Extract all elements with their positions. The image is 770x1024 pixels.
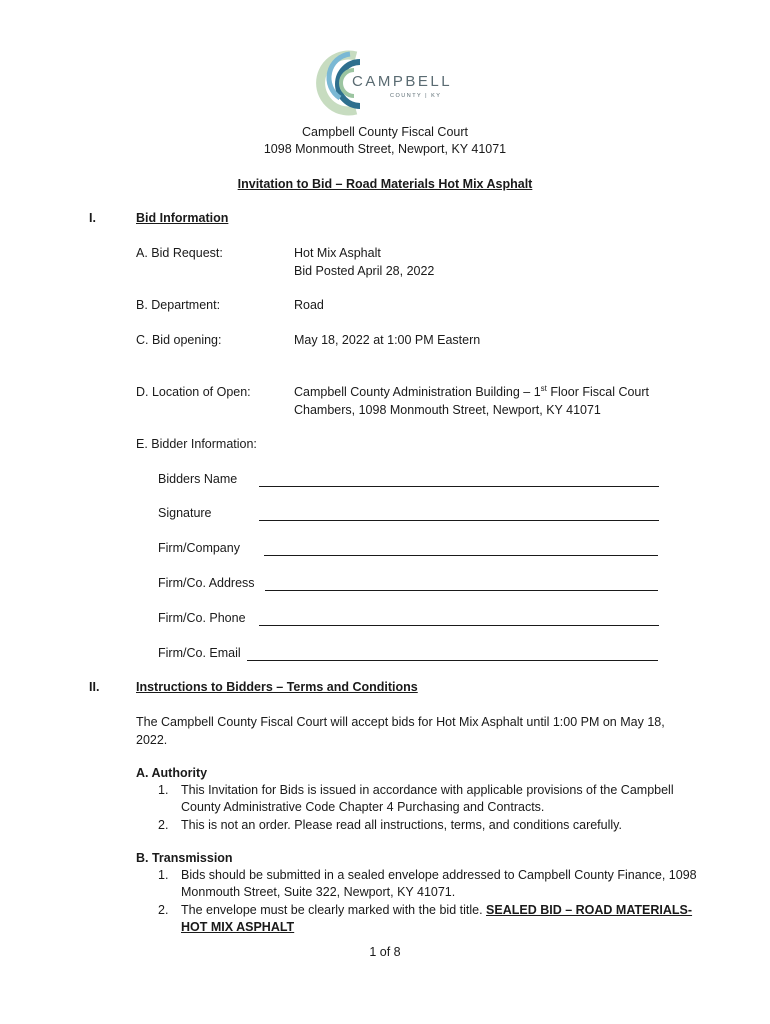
bidders-name-field[interactable] [259,486,659,487]
section-2-heading: Instructions to Bidders – Terms and Conditions [136,680,418,694]
page-number: 1 of 8 [369,945,401,959]
org-name: Campbell County Fiscal Court [301,125,469,139]
section-1-number: I. [89,211,96,225]
bid-opening-label: C. Bid opening: [136,333,222,347]
bid-request-label: A. Bid Request: [136,246,223,260]
org-address: 1098 Monmouth Street, Newport, KY 41071 [263,142,507,156]
authority-heading: A. Authority [136,766,208,780]
bid-posted-value: Bid Posted April 28, 2022 [294,264,435,278]
authority-item-1-line-2: County Administrative Code Chapter 4 Purchasing and Contracts. [181,800,545,814]
bidders-name-label: Bidders Name [158,472,238,486]
bidder-info-heading: E. Bidder Information: [136,437,257,451]
transmission-item-1-line-2: Monmouth Street, Suite 322, Newport, KY 41071. [181,885,456,899]
location-value-line2: Chambers, 1098 Monmouth Street, Newport, KY 41071 [294,403,601,417]
document-title: Invitation to Bid – Road Materials Hot Mix Asphalt [237,177,533,191]
firm-phone-field[interactable] [259,625,659,626]
authority-item-2-number: 2. [158,818,169,832]
transmission-item-2-line-1: The envelope must be clearly marked with the bid title. SEALED BID – ROAD MATERIALS- [181,903,693,917]
transmission-item-1-number: 1. [158,868,169,882]
intro-line-2: 2022. [136,733,168,747]
sealed-bid-title: SEALED BID – ROAD MATERIALS- [486,903,693,917]
transmission-item-1-line-1: Bids should be submitted in a sealed envelope addressed to Campbell County Finance, 1098 [181,868,697,882]
firm-company-label: Firm/Company [158,541,240,555]
signature-label: Signature [158,506,212,520]
logo-wordmark: CAMPBELL [352,73,453,90]
authority-item-1-line-1: This Invitation for Bids is issued in accordance with applicable provisions of the Campbell [181,783,674,797]
signature-field[interactable] [259,520,659,521]
section-2-number: II. [89,680,100,694]
firm-email-label: Firm/Co. Email [158,646,241,660]
bid-request-value: Hot Mix Asphalt [294,246,381,260]
firm-address-label: Firm/Co. Address [158,576,255,590]
location-value-line1: Campbell County Administration Building – 1st Floor Fiscal Court [294,383,650,399]
location-label: D. Location of Open: [136,385,251,399]
transmission-heading: B. Transmission [136,851,233,865]
authority-item-2-line-1: This is not an order. Please read all instructions, terms, and conditions carefully. [181,818,622,832]
firm-company-field[interactable] [264,555,658,556]
bid-opening-value: May 18, 2022 at 1:00 PM Eastern [294,333,481,347]
department-label: B. Department: [136,298,221,312]
logo-subtitle: COUNTY | KY [390,93,442,99]
department-value: Road [294,298,324,312]
firm-phone-label: Firm/Co. Phone [158,611,246,625]
transmission-item-2-number: 2. [158,903,169,917]
authority-item-1-number: 1. [158,783,169,797]
intro-line-1: The Campbell County Fiscal Court will accept bids for Hot Mix Asphalt until 1:00 PM on May 18, [136,715,665,729]
section-1-heading: Bid Information [136,211,229,225]
sealed-bid-title-line-2: HOT MIX ASPHALT [181,920,295,934]
firm-address-field[interactable] [265,590,658,591]
firm-email-field[interactable] [247,660,658,661]
